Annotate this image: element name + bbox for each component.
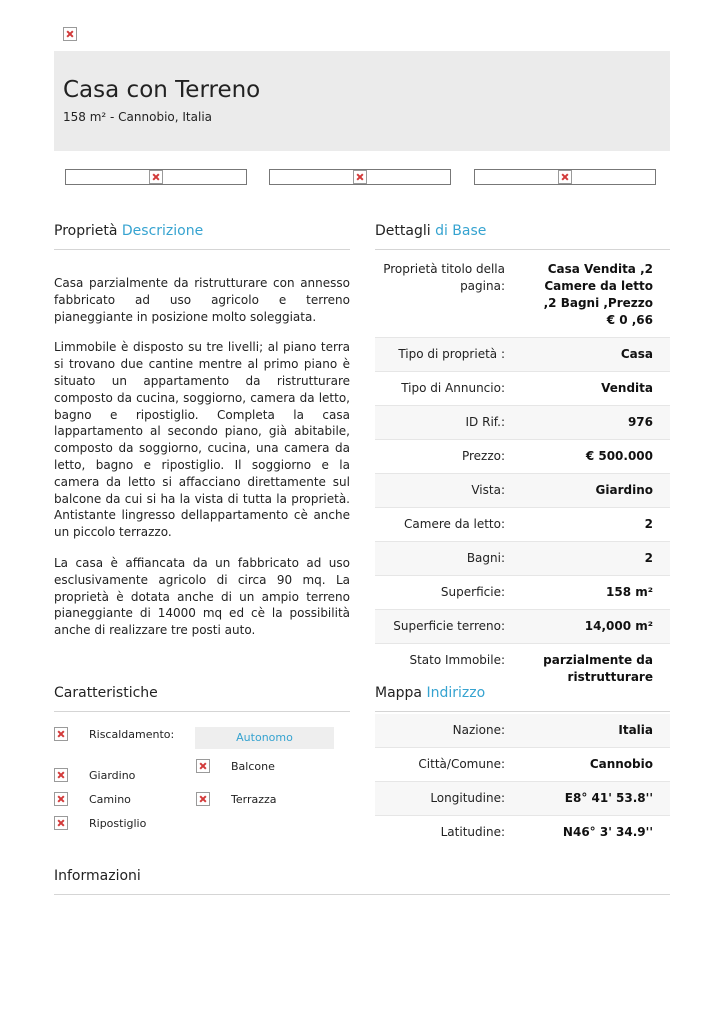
address-value: E8° 41' 53.8'' [564, 791, 653, 805]
detail-label: Camere da letto: [404, 517, 505, 531]
address-table [375, 714, 670, 849]
features-section-title [54, 685, 350, 712]
feature-label: Terrazza [231, 793, 277, 806]
detail-label: ID Rif.: [465, 415, 505, 429]
broken-image-icon [54, 727, 68, 741]
table-row [375, 610, 670, 644]
heating-value: Autonomo [195, 727, 334, 749]
feature-label: Riscaldamento: [89, 728, 175, 741]
detail-value: 14,000 m² [584, 619, 653, 633]
table-row [375, 253, 670, 338]
table-row [375, 338, 670, 372]
detail-value: Casa [620, 347, 653, 361]
address-label: Longitudine: [430, 791, 505, 805]
detail-label: Stato Immobile: [409, 653, 505, 667]
table-row [375, 542, 670, 576]
broken-image-icon [149, 170, 163, 184]
broken-image-icon [353, 170, 367, 184]
title-plain: Proprietà [54, 223, 118, 239]
table-row [375, 474, 670, 508]
broken-image-icon [63, 27, 77, 41]
description-paragraph: Limmobile è disposto su tre livelli; al piano terra si trovano due cantine mentre al primo piano è situato un appartamento da ristrutturare composto da cucina, soggiorno, camera da letto, bagno e ripostiglio. Completa la casa lappartamento al secondo piano, già abitabile, composto da soggiorno, cucina, una camera da letto, bagno e ripostiglio. Il soggiorno e la camera da letto si affacciano direttamente sul balcone da cui si ha la vista di tutta la proprietà. Antistante lingresso dellappartamento cè anche un piccolo terrazzo. [54, 340, 350, 540]
feature-label: Camino [89, 793, 131, 806]
detail-label: Superficie: [440, 585, 505, 599]
property-header [54, 51, 670, 151]
title-plain: Mappa [375, 685, 423, 701]
detail-value: 976 [627, 415, 653, 429]
detail-label: Proprietà titolo della pagina: [383, 262, 505, 293]
address-label: Latitudine: [440, 825, 505, 839]
detail-value: Casa Vendita ,2 Camere da letto ,2 Bagni ,Prezzo € 0 ,66 [543, 262, 653, 327]
title-accent: di Base [435, 223, 487, 239]
detail-label: Bagni: [466, 551, 505, 565]
address-value: N46° 3' 34.9'' [562, 825, 653, 839]
address-value: Cannobio [589, 757, 653, 771]
broken-image-icon [54, 816, 68, 830]
property-description [54, 275, 350, 653]
base-details-section-title [375, 223, 670, 250]
photo-thumbnail[interactable] [474, 169, 656, 185]
address-label: Nazione: [452, 723, 505, 737]
description-paragraph: La casa è affiancata da un fabbricato ad uso esclusivamente agricolo di circa 90 mq. La proprietà è dotata anche di un ampio terreno pianeggiante di 14000 mq ed cè la possibilità anche di realizzare tre posti auto. [54, 555, 350, 638]
broken-image-icon [558, 170, 572, 184]
table-row [375, 406, 670, 440]
table-row [375, 508, 670, 542]
detail-label: Tipo di Annuncio: [401, 381, 505, 395]
description-paragraph: Casa parzialmente da ristrutturare con annesso fabbricato ad uso agricolo e terreno pianeggiante in posizione molto soleggiata. [54, 276, 350, 324]
detail-value: € 500.000 [585, 449, 653, 463]
broken-image-icon [196, 759, 210, 773]
detail-value: Giardino [595, 483, 653, 497]
info-section-title [54, 868, 670, 895]
address-value: Italia [618, 723, 653, 737]
broken-image-icon [196, 792, 210, 806]
table-row [375, 372, 670, 406]
detail-value: 2 [644, 517, 653, 531]
broken-image-icon [54, 768, 68, 782]
table-row [375, 816, 670, 850]
base-details-table [375, 253, 670, 694]
detail-value: 158 m² [606, 585, 653, 599]
table-row [375, 440, 670, 474]
table-row [375, 782, 670, 816]
table-row [375, 576, 670, 610]
feature-label: Balcone [231, 760, 275, 773]
title-accent: Indirizzo [426, 685, 486, 701]
description-section-title [54, 223, 350, 250]
detail-label: Vista: [471, 483, 505, 497]
title-plain: Dettagli [375, 223, 431, 239]
feature-label: Giardino [89, 769, 136, 782]
feature-label: Ripostiglio [89, 817, 147, 830]
title-plain: Informazioni [54, 868, 141, 884]
address-section-title [375, 685, 670, 712]
address-label: Città/Comune: [418, 757, 505, 771]
page-subtitle: 158 m² - Cannobio, Italia [63, 110, 213, 124]
photo-thumbnail[interactable] [269, 169, 451, 185]
title-accent: Descrizione [121, 223, 204, 239]
detail-label: Superficie terreno: [393, 619, 505, 633]
detail-label: Tipo di proprietà : [398, 347, 505, 361]
detail-value: 2 [644, 551, 653, 565]
title-plain: Caratteristiche [54, 685, 158, 701]
detail-value: Vendita [601, 381, 653, 395]
broken-image-icon [54, 792, 68, 806]
page-title: Casa con Terreno [63, 77, 261, 103]
photo-thumbnail[interactable] [65, 169, 247, 185]
detail-value: parzialmente da ristrutturare [543, 653, 653, 684]
detail-label: Prezzo: [461, 449, 505, 463]
table-row [375, 714, 670, 748]
table-row [375, 748, 670, 782]
